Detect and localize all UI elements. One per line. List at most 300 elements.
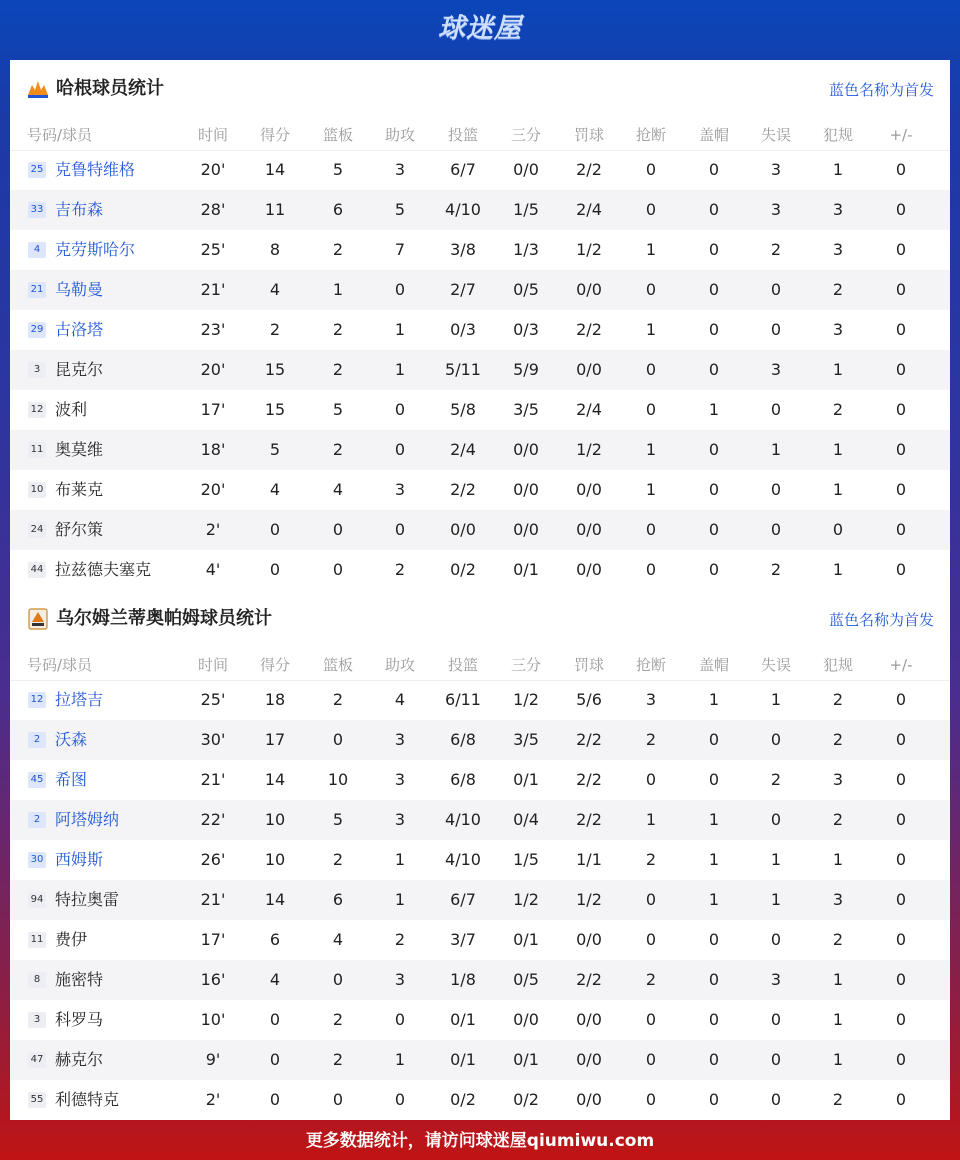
stat-cell: 25'	[200, 240, 226, 259]
jersey-number-badge: 2	[28, 812, 46, 828]
stat-cell: 0/3	[513, 320, 539, 339]
stat-cell: 2	[832, 1090, 844, 1109]
stat-cell: 0	[708, 160, 720, 179]
stat-cell: 2	[832, 690, 844, 709]
stat-cell: 5	[269, 440, 281, 459]
stat-cell: 2/2	[576, 320, 602, 339]
stat-cell: 0	[269, 1010, 281, 1029]
player-row	[10, 350, 950, 390]
stat-cell: 21'	[200, 890, 226, 909]
stat-cell: 7	[394, 240, 406, 259]
stat-cell: 4	[332, 480, 344, 499]
column-header: 失误	[760, 656, 791, 674]
stat-cell: 3/5	[513, 400, 539, 419]
jersey-number-badge: 2	[28, 732, 46, 748]
player-row	[10, 310, 950, 350]
player-name[interactable]: 布莱克	[55, 480, 104, 499]
stat-cell: 2	[332, 690, 344, 709]
player-row	[10, 1000, 950, 1040]
stat-cell: 0	[708, 200, 720, 219]
player-row	[10, 430, 950, 470]
stat-cell: 20'	[200, 480, 226, 499]
team-header	[10, 590, 950, 650]
column-header: 投篮	[447, 656, 478, 674]
stat-cell: 0/0	[576, 1010, 602, 1029]
player-name[interactable]: 科罗马	[55, 1010, 104, 1029]
stat-cell: 4	[269, 970, 281, 989]
stat-cell: 0/1	[513, 1050, 539, 1069]
stat-cell: 1	[708, 810, 720, 829]
starter-note: 蓝色名称为首发	[828, 81, 934, 99]
stat-cell: 0	[708, 320, 720, 339]
player-row	[10, 510, 950, 550]
stat-cell: 0	[645, 400, 657, 419]
stat-cell: 1	[394, 360, 406, 379]
stat-cell: 2	[332, 320, 344, 339]
stat-cell: 21'	[200, 770, 226, 789]
jersey-number-badge: 29	[28, 322, 46, 338]
column-header: 助攻	[384, 126, 415, 144]
stat-cell: 1/2	[513, 890, 539, 909]
stat-cell: 3	[770, 160, 782, 179]
stat-cell: 4	[269, 280, 281, 299]
stat-cell: 0	[895, 360, 907, 379]
stat-cell: 17'	[200, 930, 226, 949]
player-name[interactable]: 赫克尔	[55, 1050, 104, 1069]
stat-cell: 0	[708, 440, 720, 459]
jersey-number-badge: 30	[28, 852, 46, 868]
stat-cell: 6	[269, 930, 281, 949]
stat-cell: 4/10	[445, 850, 481, 869]
stat-cell: 2	[832, 730, 844, 749]
stat-cell: 2/4	[576, 200, 602, 219]
stat-cell: 17	[264, 730, 286, 749]
stat-cell: 17'	[200, 400, 226, 419]
stat-cell: 0	[895, 560, 907, 579]
team-title: 哈根球员统计	[56, 78, 164, 99]
column-header: 罚球	[573, 126, 604, 144]
stat-cell: 1	[770, 890, 782, 909]
player-row	[10, 390, 950, 430]
stat-cell: 5	[394, 200, 406, 219]
player-row	[10, 1080, 950, 1120]
column-header-player: 号码/球员	[27, 126, 93, 144]
stat-cell: 0	[895, 810, 907, 829]
stat-cell: 0	[645, 890, 657, 909]
player-row	[10, 270, 950, 310]
column-header: 三分	[510, 126, 541, 144]
stat-cell: 1	[394, 890, 406, 909]
player-name[interactable]: 拉兹德夫塞克	[55, 560, 152, 579]
stat-cell: 3	[832, 240, 844, 259]
column-header: 时间	[197, 126, 228, 144]
player-name[interactable]: 特拉奥雷	[55, 890, 120, 909]
stat-cell: 18	[264, 690, 286, 709]
jersey-number-badge: 24	[28, 522, 46, 538]
stat-cell: 0/0	[576, 930, 602, 949]
stat-cell: 0/1	[513, 770, 539, 789]
stat-cell: 1	[770, 440, 782, 459]
player-name[interactable]: 利德特克	[55, 1090, 120, 1109]
stat-cell: 1/8	[450, 970, 476, 989]
stat-cell: 0/2	[450, 560, 476, 579]
stat-cell: 30'	[200, 730, 226, 749]
stat-cell: 0	[645, 770, 657, 789]
stat-cell: 15	[264, 360, 286, 379]
stat-cell: 0	[394, 1010, 406, 1029]
stat-cell: 1	[645, 480, 657, 499]
stat-cell: 0/2	[513, 1090, 539, 1109]
player-row	[10, 720, 950, 760]
stat-cell: 0	[332, 730, 344, 749]
stat-cell: 0	[645, 360, 657, 379]
stat-cell: 9'	[205, 1050, 221, 1069]
stat-cell: 6	[332, 200, 344, 219]
player-name[interactable]: 古洛塔	[55, 320, 104, 339]
stat-cell: 0	[895, 320, 907, 339]
player-row	[10, 190, 950, 230]
player-name[interactable]: 沃森	[55, 730, 88, 749]
starter-note: 蓝色名称为首发	[828, 611, 934, 629]
stat-cell: 0	[394, 280, 406, 299]
stat-cell: 20'	[200, 360, 226, 379]
stat-cell: 0	[770, 1010, 782, 1029]
stat-cell: 0/0	[576, 360, 602, 379]
jersey-number-badge: 3	[28, 1012, 46, 1028]
player-name[interactable]: 昆克尔	[55, 360, 104, 379]
stat-cell: 0	[895, 480, 907, 499]
column-header: 失误	[760, 126, 791, 144]
stat-cell: 10	[327, 770, 349, 789]
stat-cell: 0	[645, 930, 657, 949]
stat-cell: 2	[832, 280, 844, 299]
player-name[interactable]: 费伊	[55, 930, 88, 949]
stat-cell: 0	[645, 1090, 657, 1109]
player-name[interactable]: 希图	[55, 770, 88, 789]
player-row	[10, 800, 950, 840]
player-row	[10, 470, 950, 510]
stat-cell: 0	[269, 1090, 281, 1109]
stat-cell: 3	[645, 690, 657, 709]
stat-cell: 0/1	[450, 1050, 476, 1069]
jersey-number-badge: 44	[28, 562, 46, 578]
stat-cell: 0/0	[576, 280, 602, 299]
player-name[interactable]: 舒尔策	[55, 520, 104, 539]
stat-cell: 0	[895, 400, 907, 419]
stat-cell: 3	[832, 200, 844, 219]
player-row	[10, 1040, 950, 1080]
stat-cell: 6/11	[445, 690, 481, 709]
stat-cell: 2/4	[576, 400, 602, 419]
stat-cell: 0	[895, 690, 907, 709]
stat-cell: 1	[770, 850, 782, 869]
column-header-player: 号码/球员	[27, 656, 93, 674]
stat-cell: 1	[770, 690, 782, 709]
stat-cell: 3	[770, 360, 782, 379]
stat-cell: 2	[645, 970, 657, 989]
stat-cell: 25'	[200, 690, 226, 709]
player-row	[10, 960, 950, 1000]
stat-cell: 0	[770, 1090, 782, 1109]
stat-cell: 2/7	[450, 280, 476, 299]
player-rows	[10, 150, 950, 590]
stat-cell: 1	[394, 320, 406, 339]
column-header: 得分	[259, 656, 290, 674]
stat-cell: 4	[269, 480, 281, 499]
stat-cell: 0	[708, 240, 720, 259]
column-header: 篮板	[322, 126, 353, 144]
stat-cell: 0	[708, 280, 720, 299]
stat-cell: 2	[770, 770, 782, 789]
stat-cell: 0	[332, 520, 344, 539]
stat-cell: 0/0	[576, 480, 602, 499]
stat-cell: 0	[394, 440, 406, 459]
stat-cell: 2	[645, 730, 657, 749]
stat-cell: 0/0	[513, 440, 539, 459]
stat-cell: 0	[645, 520, 657, 539]
player-row	[10, 230, 950, 270]
stat-cell: 0	[645, 1050, 657, 1069]
stat-cell: 1/2	[513, 690, 539, 709]
jersey-number-badge: 33	[28, 202, 46, 218]
stat-cell: 0/1	[450, 1010, 476, 1029]
stat-cell: 1	[832, 560, 844, 579]
stat-cell: 6/7	[450, 890, 476, 909]
stat-cell: 0	[895, 730, 907, 749]
stat-cell: 2'	[205, 1090, 221, 1109]
footer-link[interactable]: 更多数据统计，请访问球迷屋qiumiwu.com	[305, 1131, 655, 1151]
player-rows	[10, 680, 950, 1120]
stat-cell: 3	[394, 480, 406, 499]
stat-cell: 0	[708, 770, 720, 789]
stat-cell: 0	[645, 1010, 657, 1029]
stat-cell: 0/0	[513, 160, 539, 179]
stat-cell: 11	[264, 200, 286, 219]
stat-cell: 6/8	[450, 730, 476, 749]
stat-cell: 2/2	[576, 970, 602, 989]
player-name[interactable]: 西姆斯	[55, 850, 104, 869]
stat-cell: 6/7	[450, 160, 476, 179]
stat-cell: 0/0	[513, 1010, 539, 1029]
stat-cell: 4	[394, 690, 406, 709]
stat-cell: 0	[895, 1010, 907, 1029]
stat-cell: 0	[770, 730, 782, 749]
team-header	[10, 60, 950, 120]
stat-cell: 0/3	[450, 320, 476, 339]
stat-cell: 3/7	[450, 930, 476, 949]
stat-cell: 0	[895, 280, 907, 299]
stat-cell: 2'	[205, 520, 221, 539]
stat-cell: 1/5	[513, 850, 539, 869]
stat-cell: 1	[332, 280, 344, 299]
column-header: 罚球	[573, 656, 604, 674]
stat-cell: 2	[770, 560, 782, 579]
stat-cell: 3	[394, 770, 406, 789]
stat-cell: 14	[264, 160, 286, 179]
column-header: 得分	[259, 126, 290, 144]
stat-cell: 0/0	[576, 1090, 602, 1109]
jersey-number-badge: 11	[28, 442, 46, 458]
stat-cell: 0	[895, 770, 907, 789]
stat-cell: 1	[832, 1050, 844, 1069]
stat-cell: 0	[708, 930, 720, 949]
stat-cell: 0	[708, 1090, 720, 1109]
stat-cell: 0/0	[450, 520, 476, 539]
stat-cell: 5/11	[445, 360, 481, 379]
stat-cell: 1	[832, 970, 844, 989]
player-name[interactable]: 阿塔姆纳	[55, 810, 120, 829]
stat-cell: 1	[708, 690, 720, 709]
stat-cell: 20'	[200, 160, 226, 179]
stat-cell: 1/2	[576, 240, 602, 259]
stat-cell: 2	[332, 850, 344, 869]
jersey-number-badge: 25	[28, 162, 46, 178]
column-header: 时间	[197, 656, 228, 674]
stat-cell: 18'	[200, 440, 226, 459]
hagen-team-logo-icon	[26, 77, 50, 101]
stat-cell: 2	[832, 400, 844, 419]
column-header: 犯规	[822, 656, 853, 674]
stat-cell: 0	[332, 560, 344, 579]
stat-cell: 0	[770, 1050, 782, 1069]
stat-cell: 2	[332, 440, 344, 459]
stat-cell: 28'	[200, 200, 226, 219]
stat-cell: 1	[832, 1010, 844, 1029]
stat-cell: 0	[708, 360, 720, 379]
player-row	[10, 920, 950, 960]
stat-cell: 0	[269, 1050, 281, 1069]
stat-cell: 0	[394, 520, 406, 539]
stat-cell: 2/2	[450, 480, 476, 499]
stat-cell: 0	[269, 560, 281, 579]
column-header: +/-	[889, 126, 913, 144]
team-title: 乌尔姆兰蒂奥帕姆球员统计	[56, 608, 272, 629]
player-name[interactable]: 克鲁特维格	[55, 160, 136, 179]
stat-cell: 1	[832, 360, 844, 379]
player-name[interactable]: 乌勒曼	[55, 280, 104, 299]
jersey-number-badge: 10	[28, 482, 46, 498]
jersey-number-badge: 11	[28, 932, 46, 948]
stat-cell: 2	[645, 850, 657, 869]
stat-cell: 0	[770, 930, 782, 949]
player-row	[10, 840, 950, 880]
stat-cell: 2/4	[450, 440, 476, 459]
stat-cell: 0	[895, 930, 907, 949]
stat-cell: 3	[832, 890, 844, 909]
stat-cell: 0	[770, 320, 782, 339]
stat-cell: 2/2	[576, 770, 602, 789]
stat-cell: 3	[770, 200, 782, 219]
stat-cell: 2	[269, 320, 281, 339]
stat-cell: 3	[394, 160, 406, 179]
player-row	[10, 880, 950, 920]
stat-cell: 2	[832, 930, 844, 949]
player-row	[10, 680, 950, 720]
stat-cell: 2/2	[576, 160, 602, 179]
stat-cell: 3	[770, 970, 782, 989]
stat-cell: 0	[708, 730, 720, 749]
stat-cell: 0	[645, 280, 657, 299]
stat-cell: 4	[332, 930, 344, 949]
stat-cell: 2	[394, 560, 406, 579]
stat-cell: 1/2	[576, 890, 602, 909]
jersey-number-badge: 3	[28, 362, 46, 378]
stat-cell: 4/10	[445, 200, 481, 219]
stat-cell: 1	[832, 850, 844, 869]
jersey-number-badge: 45	[28, 772, 46, 788]
stat-cell: 1	[394, 1050, 406, 1069]
stat-cell: 0	[708, 1010, 720, 1029]
stat-cell: 1/1	[576, 850, 602, 869]
column-header-row	[10, 650, 950, 681]
stat-cell: 1	[708, 890, 720, 909]
stat-cell: 3/5	[513, 730, 539, 749]
stat-cell: 23'	[200, 320, 226, 339]
stat-cell: 2	[332, 360, 344, 379]
stat-cell: 6	[332, 890, 344, 909]
column-header: 盖帽	[698, 126, 729, 144]
stat-cell: 1	[645, 320, 657, 339]
column-header: 篮板	[322, 656, 353, 674]
stat-cell: 14	[264, 770, 286, 789]
player-name[interactable]: 吉布森	[55, 200, 104, 219]
stat-cell: 0	[332, 1090, 344, 1109]
stat-cell: 1	[645, 240, 657, 259]
stat-cell: 0	[770, 280, 782, 299]
stat-cell: 0	[708, 1050, 720, 1069]
jersey-number-badge: 47	[28, 1052, 46, 1068]
column-header: 助攻	[384, 656, 415, 674]
stat-cell: 0	[708, 560, 720, 579]
stat-cell: 0	[895, 200, 907, 219]
stat-cell: 0	[332, 970, 344, 989]
stat-cell: 5/9	[513, 360, 539, 379]
stat-cell: 2/2	[576, 810, 602, 829]
stat-cell: 5/6	[576, 690, 602, 709]
stat-cell: 10	[264, 810, 286, 829]
stat-cell: 3	[394, 810, 406, 829]
player-name[interactable]: 克劳斯哈尔	[55, 240, 136, 259]
stat-cell: 0/0	[576, 520, 602, 539]
jersey-number-badge: 21	[28, 282, 46, 298]
jersey-number-badge: 12	[28, 692, 46, 708]
stat-cell: 4'	[205, 560, 221, 579]
team-card-hagen	[10, 60, 950, 590]
stat-cell: 5	[332, 160, 344, 179]
stat-cell: 0/0	[576, 560, 602, 579]
stat-cell: 0	[895, 440, 907, 459]
stat-cell: 1	[832, 440, 844, 459]
player-name[interactable]: 奥莫维	[55, 440, 104, 459]
stat-cell: 21'	[200, 280, 226, 299]
player-name[interactable]: 拉塔吉	[55, 690, 104, 709]
stat-cell: 0	[645, 160, 657, 179]
stat-cell: 0/0	[576, 1050, 602, 1069]
stat-cell: 1/2	[576, 440, 602, 459]
player-name[interactable]: 波利	[55, 400, 88, 419]
stat-cell: 0	[895, 970, 907, 989]
stat-cell: 0	[394, 1090, 406, 1109]
stat-cell: 0	[645, 560, 657, 579]
stat-cell: 1/3	[513, 240, 539, 259]
jersey-number-badge: 94	[28, 892, 46, 908]
stat-cell: 16'	[200, 970, 226, 989]
stat-cell: 0	[394, 400, 406, 419]
stat-cell: 0	[895, 520, 907, 539]
player-name[interactable]: 施密特	[55, 970, 104, 989]
stat-cell: 0	[708, 480, 720, 499]
stat-cell: 1	[708, 850, 720, 869]
